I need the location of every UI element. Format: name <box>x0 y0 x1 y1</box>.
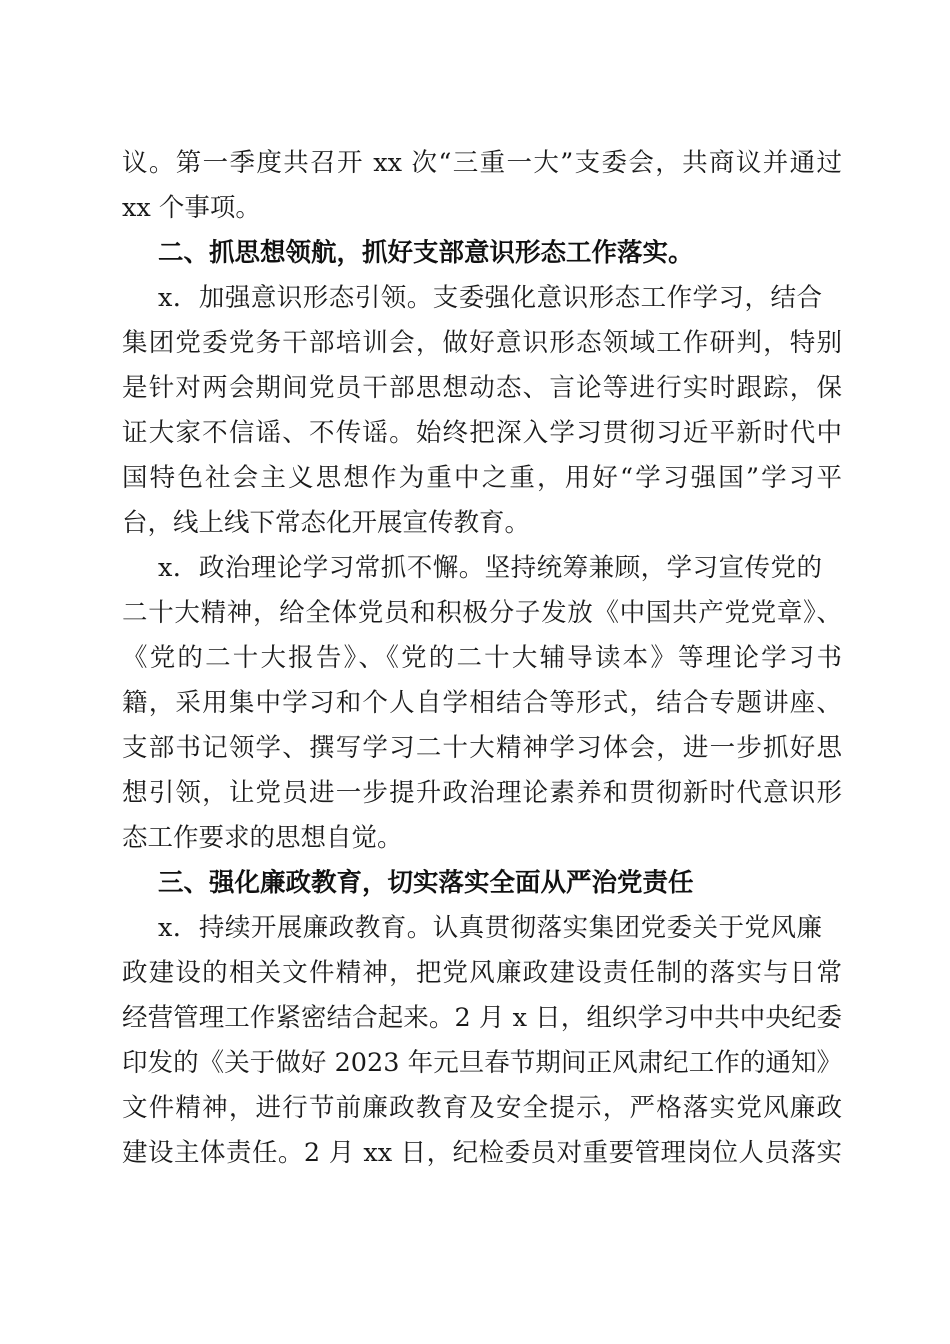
text-line: 支部书记领学、撰写学习二十大精神学习体会，进一步抓好思 <box>122 733 842 763</box>
text-line: 《党的二十大报告》、《党的二十大辅导读本》等理论学习书 <box>122 643 842 673</box>
section-heading-3: 三、强化廉政教育，切实落实全面从严治党责任 <box>158 868 694 898</box>
text-line: 印发的《关于做好 2023 年元旦春节期间正风肃纪工作的通知》 <box>122 1048 842 1078</box>
text-line: 籍，采用集中学习和个人自学相结合等形式，结合专题讲座、 <box>122 688 842 718</box>
text-line: 证大家不信谣、不传谣。始终把深入学习贯彻习近平新时代中 <box>122 418 842 448</box>
text-line: 建设主体责任。2 月 xx 日，纪检委员对重要管理岗位人员落实 <box>122 1138 842 1168</box>
text-line: 想引领，让党员进一步提升政治理论素养和贯彻新时代意识形 <box>122 778 842 808</box>
text-line: xx 个事项。 <box>122 193 261 223</box>
text-line: 台，线上线下常态化开展宣传教育。 <box>122 508 531 538</box>
text-line: 政建设的相关文件精神，把党风廉政建设责任制的落实与日常 <box>122 958 842 988</box>
text-line: 经营管理工作紧密结合起来。2 月 x 日，组织学习中共中央纪委 <box>122 1003 842 1033</box>
text-line: 集团党委党务干部培训会，做好意识形态领域工作研判，特别 <box>122 328 842 358</box>
text-line: 国特色社会主义思想作为重中之重，用好“学习强国”学习平 <box>122 463 842 493</box>
text-line: 是针对两会期间党员干部思想动态、言论等进行实时跟踪，保 <box>122 373 842 403</box>
text-line: x．政治理论学习常抓不懈。坚持统筹兼顾，学习宣传党的 <box>158 553 822 583</box>
text-line: 议。第一季度共召开 xx 次“三重一大”支委会，共商议并通过 <box>122 148 842 178</box>
section-heading-2: 二、抓思想领航，抓好支部意识形态工作落实。 <box>158 238 694 268</box>
text-line: x．持续开展廉政教育。认真贯彻落实集团党委关于党风廉 <box>158 913 822 943</box>
text-line: 态工作要求的思想自觉。 <box>122 823 403 853</box>
text-line: 二十大精神，给全体党员和积极分子发放《中国共产党党章》、 <box>122 598 842 628</box>
text-line: x．加强意识形态引领。支委强化意识形态工作学习，结合 <box>158 283 822 313</box>
text-line: 文件精神，进行节前廉政教育及安全提示，严格落实党风廉政 <box>122 1093 842 1123</box>
